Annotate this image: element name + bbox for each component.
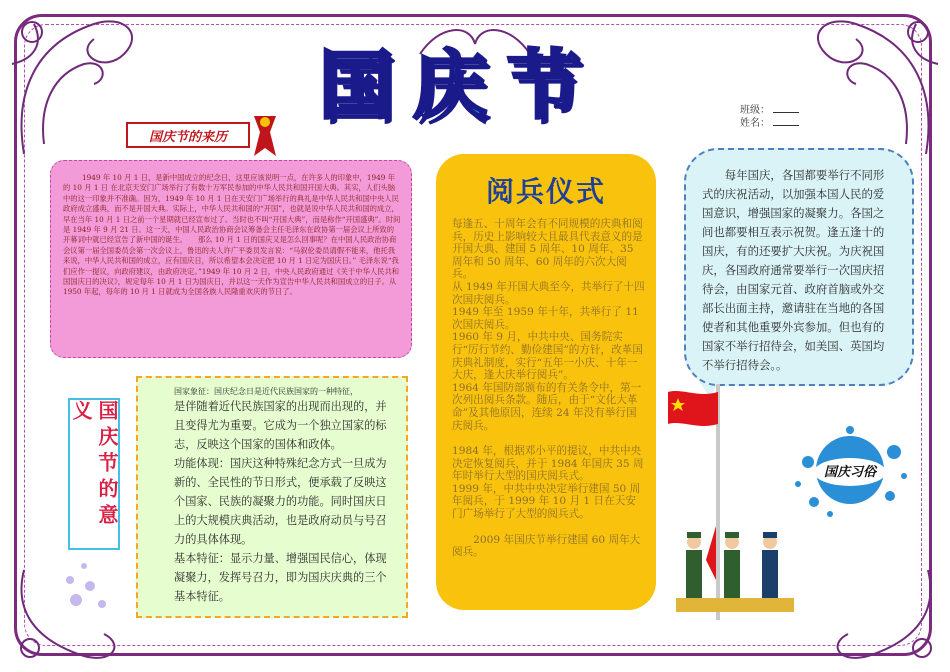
parade-paragraph: 1964 年国防部颁布的有关条令中，第一次列出阅兵条款。随后，由于“文化大革命”及其他原因，连续 24 年没有举行国庆阅兵。 [452,381,642,432]
class-field[interactable] [773,112,799,113]
parade-paragraph: 从 1949 年开国大典至今，共举行了十四次国庆阅兵。 [452,280,645,306]
parade-paragraph: 2009 年国庆节举行建国 60 周年大阅兵。 [452,533,641,559]
name-label: 姓名： [740,118,770,129]
parade-paragraph: 1999 年，中共中央决定举行建国 50 周年阅兵，于 1999 年 10 月 1 日在天安门广场举行了大型的阅兵式。 [452,482,641,521]
meaning-body: 是伴随着近代民族国家的出现而出现的，并且变得尤为重要。它成为一个独立国家的标志，反映这个国家的国体和政体。 [174,400,387,451]
custom-text: 每年国庆，各国都要举行不同形式的庆祝活动，以加强本国人民的爱国意识，增强国家的凝聚力。各国之间也都要相互表示祝贺。逢五逢十的国庆，有的还要扩大庆祝。为庆祝国庆，各国政府通常要举行一次国庆招待会，由国家元首、政府首脑或外交部长出面主持，邀请驻在当地的各国使者和其他重要外宾参加。但也有的国家不举行招待会，如美国、英国均不举行招待会。。 [684,148,914,386]
parade-paragraph: 1960 年 9 月，中共中央、国务院实行“厉行节约、勤俭建国”的方针，改革国庆典礼制度，实行“五年一小庆、十年一大庆，逢大庆举行阅兵”。 [452,331,643,382]
swirl-ornament-icon [820,560,948,670]
flag-icon [668,388,720,428]
meaning-function: 功能体现：国庆这种特殊纪念方式一旦成为新的、全民性的节日形式，便承载了反映这个国家、民族的凝聚力的功能。同时国庆日上的大规模庆典活动，也是政府动员与号召力的具体体现。 [174,457,387,546]
history-banner: 国庆节的来历 [126,122,250,148]
parade-paragraph: 1984 年，根据邓小平的提议，中共中央决定恢复阅兵，并于 1984 年国庆 35 周年时举行大型的国庆阅兵式。 [452,445,644,483]
meaning-features: 基本特征：显示力量、增强国民信心，体现凝聚力，发挥号召力，即为国庆庆典的三个基本特征。 [174,552,387,603]
student-info [740,104,799,130]
custom-label: 国庆习俗 [823,464,876,480]
soldier-icon [676,520,794,612]
parade-box [436,154,656,610]
swirl-ornament-icon [796,4,946,164]
meaning-intro: 国家象征：国庆纪念日是近代民族国家的一种特征， [174,387,358,396]
floral-decoration-icon [56,520,146,620]
page-title: 国庆节 [319,43,601,129]
parade-title: 阅兵仪式 [485,175,606,208]
class-label: 班级： [740,105,770,116]
ribbon-icon [248,112,282,160]
meaning-box [136,376,408,618]
parade-paragraph: 每逢五、十周年会有不同规模的庆典和阅兵，历史上影响较大且最具代表意义的是开国大典、建国 5 周年、10 周年、35 周年和 50 周年、60 周年的六次大阅兵。 [452,218,643,281]
history-text: 1949 年 10 月 1 日，是新中国成立的纪念日，这里应该说明一点，在许多人的印象中，1949 年的 10 月 1 日 在北京天安门广场举行了有数十万军民参加的中华人民共和国开国大典。其实，人们头脑中的这一印象并不准确。因为，1949 年 10 月 1 日在天安门广场举行的典礼是中华人民共和国中央人民政府成立盛典，而不是开国大典。实际上，中华人民共和国的“开国”，也就是说中华人民共和国的成立，早在当年 10 月 1 日之前一个星期就已经宣布过了。当时也不叫“开国大典”，而是称作“开国盛典”。时间是 1949 年 9 月 21 日。这一天，中国人民政治协商会议筹备会主任毛泽东在政协第一届会议上所致的开幕词中就已经宣告了新中国的诞生。 那么 10 月 1 日的国庆又是怎么回事呢？在中国人民政治协商会议第一届全国委员会第一次会议上，鲁迅的夫人许广平委员发言说：“马叙伦委员请假不能来，他托我来说，中华人民共和国的成立，应有国庆日，所以希望本会决定把 10 月 1 日定为国庆日。” 毛泽东说“我们应作一提议，向政府建议，由政府决定。”1949 年 10 月 2 日，中央人民政府通过《关于中华人民共和国国庆日的决议》，规定每年 10 月 1 日为国庆日，并以这一天作为宣告中华人民共和国成立的日子。从 1950 年起，每年的 10 月 1 日就成为全国各族人民隆重欢庆的节日了。 [50,160,412,358]
parade-paragraph: 1949 年至 1959 年十年，共举行了 11 次国庆阅兵。 [452,306,639,331]
meaning-title: 国庆节的意义 [68,398,120,550]
name-field[interactable] [773,125,799,126]
